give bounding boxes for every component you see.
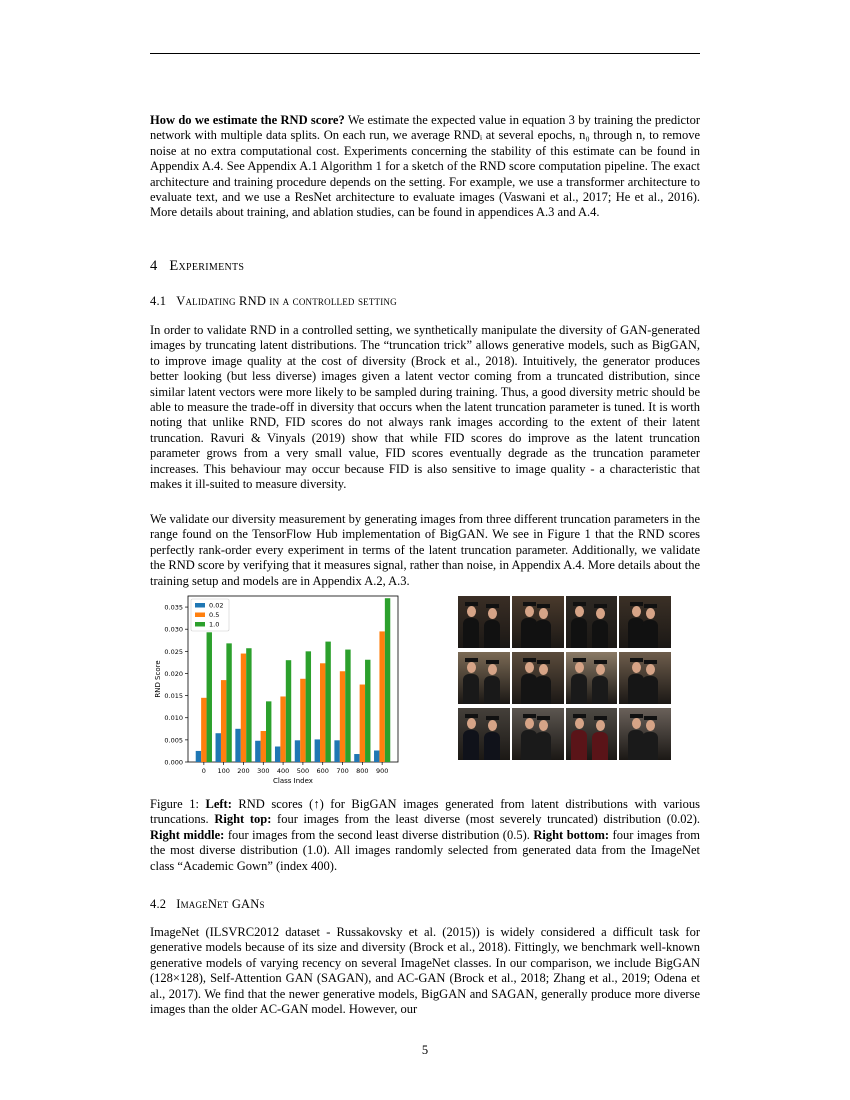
- paragraph-truncation: In order to validate RND in a controlled setting, we synthetically manipulate the diversity of GAN-generated images by truncating latent distributions. The “truncation trick” allows generative models, such as BigGAN, to improve image quality at the cost of diversity (Brock et al., 2018). Intuitively, the generator produces better looking (but less diverse) images given a latent vector coming from a truncated distribution, since similar latent vectors were more likely to be sampled during training. Thus, a good diversity metric should be able to measure the trade-off in diversity that occurs when the latent truncation parameter is tuned. It is worth noting that unlike RND, FID scores do not always rank images according to the extent of their latent truncation. Ravuri & Vinyals (2019) show that while FID scores do improve as the latent truncation parameter grows from a very small value, FID scores eventually degrade as the truncation parameter increases. This behaviour may occur because FID is also sensitive to image quality - a characteristic that makes it ill-suited to measure diversity.: [150, 323, 700, 492]
- paragraph-body: We estimate the expected value in equation 3 by training the predictor network with multiple data splits. On each run, we average RNDᵢ at several epochs, n₀ through n, to remove noise at no extra computational cost. Experiments concerning the stability of this estimate can be found in Appendix A.4. See Appendix A.1 Algorithm 1 for a sketch of the RND score computation pipeline. The exact architecture and training procedure depends on the setting. For example, we use a transformer architecture to evaluate text, and we use a ResNet architecture to evaluate images (Vaswani et al., 2017; He et al., 2016). More details about training, and ablation studies, can be found in appendices A.3 and A.4.: [150, 113, 700, 220]
- x-tick-label: 700: [336, 767, 349, 775]
- x-tick-label: 400: [276, 767, 290, 775]
- generated-image: [458, 708, 510, 760]
- figure-caption: [150, 797, 700, 874]
- bar-0.5: [261, 731, 266, 762]
- y-tick-label: 0.000: [164, 758, 183, 767]
- legend-label-0.5: 0.5: [209, 611, 220, 619]
- rnd-bar-chart: [150, 590, 410, 790]
- bar-1.0: [286, 660, 291, 762]
- generated-image: [512, 652, 564, 704]
- header-rule: [150, 53, 700, 54]
- bar-0.02: [374, 750, 379, 762]
- bar-0.5: [241, 654, 246, 762]
- generated-image: [566, 652, 618, 704]
- y-tick-label: 0.020: [164, 669, 183, 678]
- legend-swatch-0.02: [195, 603, 205, 608]
- bar-0.5: [379, 631, 384, 762]
- y-tick-label: 0.025: [164, 647, 183, 656]
- section-title: Experiments: [169, 258, 245, 274]
- generated-image: [566, 708, 618, 760]
- bar-0.02: [354, 754, 359, 762]
- image-row-top: [458, 596, 671, 648]
- bar-0.02: [275, 747, 280, 762]
- bar-0.5: [300, 679, 305, 762]
- bar-1.0: [365, 660, 370, 762]
- bar-1.0: [385, 598, 390, 762]
- x-tick-label: 800: [356, 767, 369, 775]
- generated-image: [458, 652, 510, 704]
- bar-1.0: [246, 648, 251, 762]
- x-tick-label: 300: [257, 767, 270, 775]
- generated-image: [619, 596, 671, 648]
- bar-0.02: [334, 740, 339, 762]
- y-axis-label: RND Score: [154, 660, 162, 698]
- y-tick-label: 0.015: [164, 692, 183, 701]
- caption-right-middle-text: four images from the second least diverse distribution (0.5).: [227, 827, 530, 842]
- bar-0.02: [255, 741, 260, 762]
- x-tick-label: 0: [201, 767, 206, 775]
- bar-1.0: [325, 642, 330, 762]
- section-number: 4: [150, 258, 158, 274]
- y-tick-label: 0.010: [164, 714, 183, 723]
- bar-0.5: [201, 698, 206, 762]
- paragraph-rnd-estimate: [150, 113, 700, 221]
- subsection-title: ImageNet GANs: [176, 897, 265, 911]
- paragraph-validation: We validate our diversity measurement by generating images from three different truncation parameters in the range found on the TensorFlow Hub implementation of BigGAN. We see in Figure 1 that the RND scores perfectly rank-order every experiment in terms of the latent truncation parameter. Additionally, we validate the RND score by verifying that it measures signal, rather than noise, in Appendix A.4. More details about the training setup and models are in Appendix A.2, A.3.: [150, 512, 700, 588]
- bar-1.0: [306, 651, 311, 762]
- bar-0.5: [280, 696, 285, 762]
- bar-1.0: [266, 701, 271, 762]
- generated-image: [512, 596, 564, 648]
- subsection-title: Validating RND in a controlled setting: [176, 294, 397, 308]
- x-axis-label: Class Index: [273, 777, 313, 785]
- generated-image: [458, 596, 510, 648]
- subsection-heading-4-1: [150, 294, 397, 309]
- caption-label: Figure 1:: [150, 797, 199, 811]
- y-tick-label: 0.035: [164, 603, 183, 612]
- bar-1.0: [226, 643, 231, 762]
- bar-0.02: [235, 729, 240, 762]
- bar-1.0: [345, 650, 350, 762]
- caption-right-top-text: four images from the least diverse (most severely truncated) distribution (0.02).: [277, 812, 701, 827]
- legend-swatch-0.5: [195, 613, 205, 618]
- subsection-number: 4.2: [150, 897, 167, 911]
- y-tick-label: 0.005: [164, 736, 183, 745]
- x-tick-label: 600: [316, 767, 329, 775]
- legend-swatch-1.0: [195, 622, 205, 627]
- bar-0.5: [340, 671, 345, 762]
- y-tick-label: 0.030: [164, 625, 183, 634]
- subsection-number: 4.1: [150, 294, 167, 308]
- x-tick-label: 900: [375, 767, 389, 775]
- image-row-bottom: [458, 708, 671, 760]
- bar-0.5: [320, 663, 325, 762]
- generated-image: [512, 708, 564, 760]
- paragraph-lead: How do we estimate the RND score?: [150, 113, 345, 127]
- generated-image: [619, 708, 671, 760]
- caption-right-bottom-text: four images from the most diverse distribution (1.0). All images randomly selected from generated data from the ImageNet class “Academic Gown” (index 400).: [150, 827, 701, 873]
- x-tick-label: 100: [217, 767, 230, 775]
- legend-label-1.0: 1.0: [209, 620, 220, 629]
- image-row-middle: [458, 652, 671, 704]
- caption-right-middle-label: Right middle:: [150, 827, 225, 842]
- paragraph-imagenet: ImageNet (ILSVRC2012 dataset - Russakovsky et al. (2015)) is widely considered a difficult task for generative models because of its size and diversity (Brock et al., 2018). Fittingly, we benchmark well-known generative models of varying recency on several ImageNet classes. In our comparison, we include BigGAN (128×128), Self-Attention GAN (SAGAN), and AC-GAN (Brock et al., 2018; Zhang et al., 2019; Odena et al., 2017). We find that the newer generative models, BigGAN and SAGAN, generally produce more diverse images than the older AC-GAN model. However, our: [150, 925, 700, 1017]
- bar-0.02: [295, 740, 300, 762]
- caption-right-top-label: Right top:: [214, 812, 272, 827]
- section-heading-4: [150, 258, 244, 275]
- caption-left-label: Left:: [205, 797, 232, 811]
- bar-1.0: [207, 632, 212, 762]
- x-tick-label: 200: [237, 767, 250, 775]
- bar-0.02: [315, 739, 320, 762]
- generated-image: [619, 652, 671, 704]
- page-number: 5: [421, 1043, 429, 1057]
- sample-image-grid: [458, 596, 671, 760]
- bar-0.02: [196, 751, 201, 762]
- caption-right-bottom-label: Right bottom:: [533, 827, 610, 842]
- bar-0.5: [360, 685, 365, 762]
- generated-image: [566, 596, 618, 648]
- x-tick-label: 500: [296, 767, 310, 775]
- legend-label-0.02: 0.02: [209, 601, 224, 610]
- bar-0.02: [216, 733, 221, 762]
- bar-0.5: [221, 680, 226, 762]
- caption-left-text: RND scores (↑) for BigGAN images generated from latent distributions with various truncations.: [150, 797, 701, 827]
- subsection-heading-4-2: [150, 897, 265, 912]
